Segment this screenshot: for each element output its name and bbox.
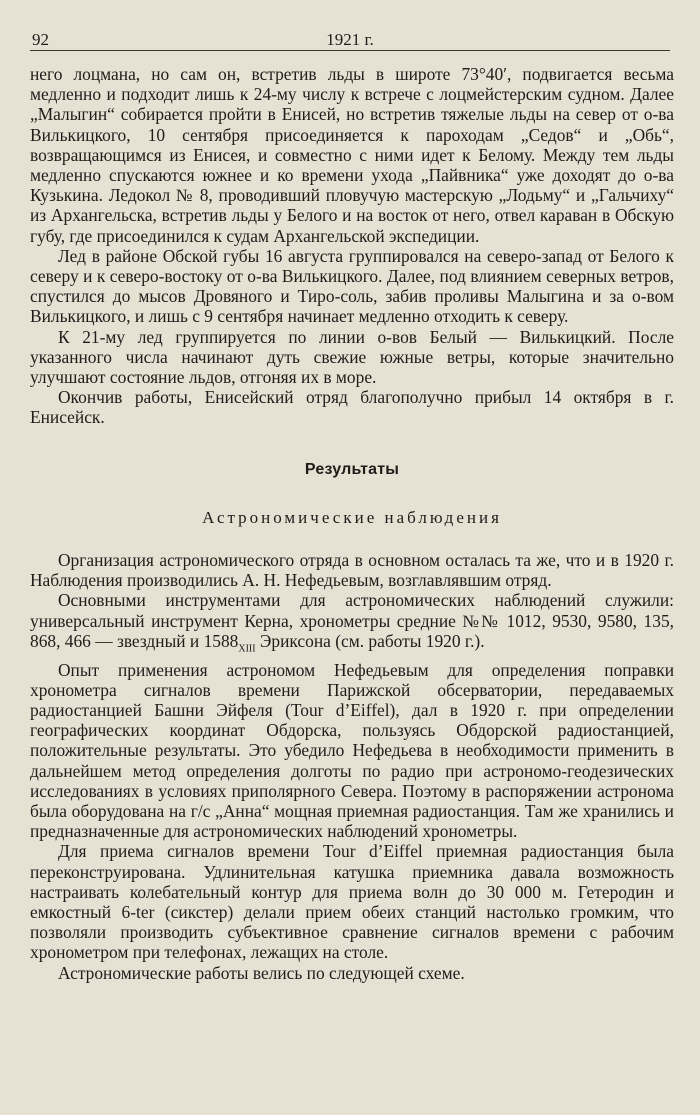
paragraph: него лоцмана, но сам он, встретив льды в широте 73°40′, подвигается весьма медленно и подходит лишь к 24-му числу к встрече с лоцмейстерским судном. Далее „Малыгин“ собирается пройти в Енисей, но встретив тяжелые льды на север от о-ва Вилькицкого, 10 сентября присоединяется к пароходам „Седов“ и „Обь“, возвращающимся из Енисея, и совместно с ними идет к Белому. Между тем льды медленно спускаются южнее и ко времени ухода „Пайвника“ уже доходят до о-ва Кузькина. Ледокол № 8, проводивший пловучую мастерскую „Лодьму“ и „Гальчиху“ из Архангельска, встретив льды у Белого и на восток от него, отвел караван в Обскую губу, где присоединился к судам Архангельской экспедиции. xyxy=(30,64,674,246)
paragraph-instruments xyxy=(30,590,674,659)
instrument-subscript: XIII xyxy=(238,643,256,655)
paragraph: Опыт применения астрономом Нефедьевым для определения поправки хронометра сигналов времени Парижской обсерватории, передаваемых радиостанцией Башни Эйфеля (Tour d’Eiffel), дал в 1920 г. при определении географических координат Обдорска, пользуясь Обдорской радиостанцией, положительные результаты. Это убедило Нефедьева в необходимости применить в дальнейшем метод определения долготы по радио при астрономо-геодезических исследованиях в условиях приполярного Севера. Поэтому в распоряжении астронома была оборудована на г/с „Анна“ мощная приемная радиостанция. Там же хранились и предназначенные для астрономических наблюдений хронометры. xyxy=(30,659,674,842)
subsection-title: Астрономические наблюдения xyxy=(202,507,502,527)
paragraph: Для приема сигналов времени Tour d’Eiffel приемная радиостанция была переконструирована. Удлинительная катушка приемника давала возможность настраивать колебательный контур для приема волн до 30 000 м. Гетеродин и емкостный 6-ter (сикстер) делали прием обеих станций настолько громким, что позволяли производить субъективное сравнение сигналов времени с рабочим хронометром при телефонах, лежащих на столе. xyxy=(30,841,674,963)
page-body xyxy=(30,64,674,983)
running-title: 1921 г. xyxy=(326,30,374,49)
page-header xyxy=(30,28,670,51)
instruments-text-end: Эриксона (см. работы 1920 г.). xyxy=(255,630,485,651)
section-title: Результаты xyxy=(304,460,400,478)
paragraph: К 21-му лед группируется по линии о-вов Белый — Вилькицкий. После указанного числа начинают дуть свежие южные ветры, которые значительно улучшают состояние льдов, отгоняя их в море. xyxy=(30,326,674,388)
instruments-text: Основными инструментами для астрономических наблюдений служили: универсальный инструмент Керна, хронометры средние №№ 1012, 9530, 9580, 135, 868, 466 — звездный и 1588 xyxy=(30,590,674,651)
paragraph: Окончив работы, Енисейский отряд благополучно прибыл 14 октября в г. Енисейск. xyxy=(30,387,674,428)
paragraph: Организация астрономического отряда в основном осталась та же, что и в 1920 г. Наблюдения производились А. Н. Нефедьевым, возглавлявшим отряд. xyxy=(30,550,674,591)
paragraph: Астрономические работы велись по следующей схеме. xyxy=(58,962,465,983)
page-number: 92 xyxy=(32,30,49,49)
paragraph: Лед в районе Обской губы 16 августа группировался на северо-запад от Белого к северу и к северо-востоку от о-ва Вилькицкого. Далее, под влиянием северных ветров, спустился до мысов Дровяного и Тиро-соль, забив проливы Малыгина и за о-вом Вилькицкого, и лишь с 9 сентября начинает медленно отходить к северу. xyxy=(30,245,674,327)
